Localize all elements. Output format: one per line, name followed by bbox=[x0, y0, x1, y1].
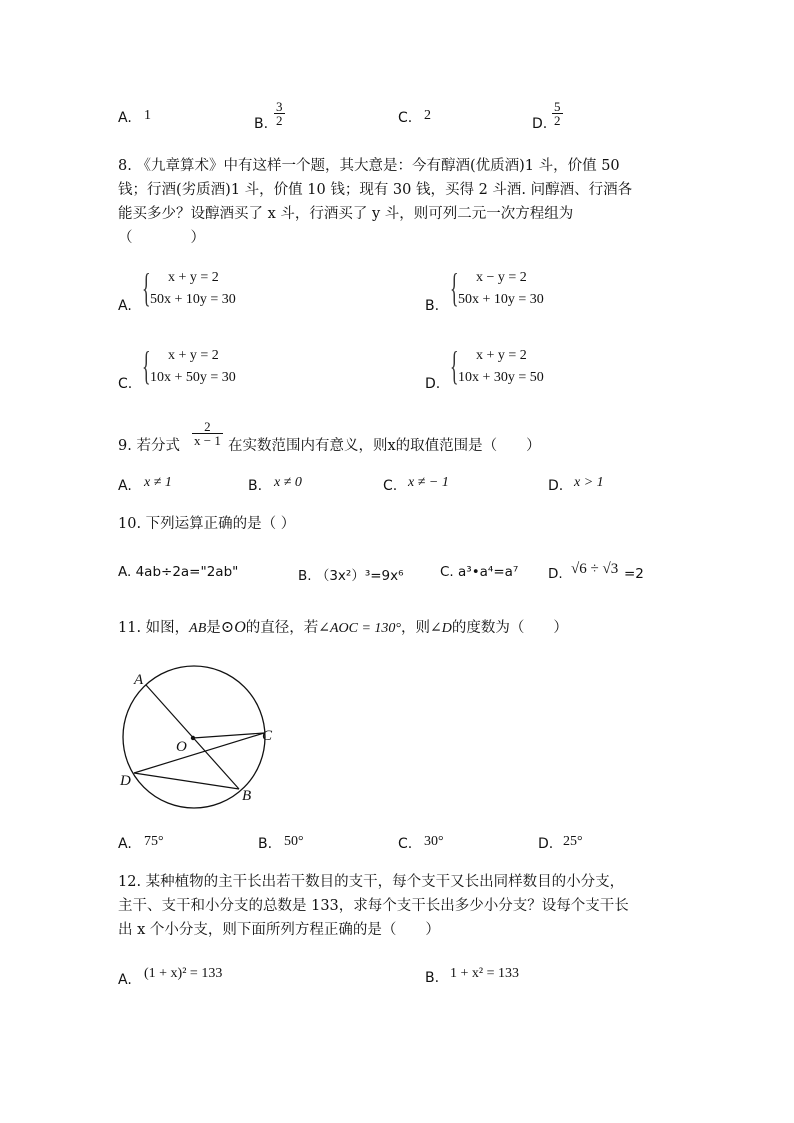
q11-segment-ab: AB bbox=[189, 621, 207, 636]
q9-stem-prefix: 9. 若分式 bbox=[118, 438, 180, 454]
q7-option-c-value: 2 bbox=[424, 108, 431, 123]
q11-stem bbox=[118, 616, 568, 641]
q10-option-d-result: =2 bbox=[624, 566, 644, 582]
q11-option-d-value: 25° bbox=[563, 834, 583, 849]
q8-option-c-label: C. bbox=[118, 376, 133, 392]
q11-label-a: A bbox=[134, 672, 144, 688]
q11-center-dot bbox=[191, 736, 195, 740]
q8-b-brace: { bbox=[450, 265, 459, 310]
q11-option-a-label: A. bbox=[118, 836, 132, 852]
q8-option-a-label: A. bbox=[118, 298, 132, 314]
q8-option-a-system bbox=[142, 265, 282, 314]
q8-option-b-system bbox=[450, 265, 590, 314]
q11-stem-suffix: 的度数为（ ） bbox=[451, 620, 568, 636]
q11-segment-db bbox=[134, 773, 239, 789]
q10-option-a: A. 4ab÷2a="2ab" bbox=[118, 564, 239, 580]
q11-option-a-value: 75° bbox=[144, 834, 164, 849]
q8-b-eq2: 50x + 10y = 30 bbox=[458, 292, 544, 307]
q11-circle-o: ⊙O bbox=[220, 619, 246, 636]
q7-b-denominator: 2 bbox=[276, 113, 283, 128]
q7-option-b-label: B. bbox=[254, 116, 269, 132]
q8-option-c-system bbox=[142, 343, 282, 392]
q10-option-d-expression: √6 ÷ √3 bbox=[571, 561, 619, 577]
q12-option-a-label: A. bbox=[118, 972, 132, 988]
q11-stem-prefix: 11. 如图， bbox=[118, 620, 190, 636]
q9-option-a-value: x ≠ 1 bbox=[144, 475, 172, 490]
q8-a-brace: { bbox=[142, 265, 151, 310]
q8-answer-paren: （ ） bbox=[118, 230, 205, 246]
q8-d-brace: { bbox=[450, 343, 459, 388]
q8-c-eq1: x + y = 2 bbox=[168, 348, 219, 363]
q9-option-a-label: A. bbox=[118, 478, 132, 494]
q7-b-numerator: 3 bbox=[276, 99, 283, 114]
q7-d-denominator: 2 bbox=[554, 113, 561, 128]
q9-option-c-label: C. bbox=[383, 478, 398, 494]
q11-stem-mid-2: 的直径，若 bbox=[245, 620, 319, 636]
q11-label-b: B bbox=[242, 788, 252, 804]
q12-option-b-value: 1 + x² = 133 bbox=[450, 966, 519, 981]
q11-option-b-value: 50° bbox=[284, 834, 304, 849]
q9-option-b-value: x ≠ 0 bbox=[274, 475, 302, 490]
q8-stem-line-2: 钱；行酒(劣质酒)1 斗，价值 10 钱；现有 30 钱，买得 2 斗酒. 问醇酒、行酒各 bbox=[118, 182, 633, 198]
q11-label-d: D bbox=[120, 773, 131, 789]
q10-option-c: C. a³•a⁴=a⁷ bbox=[440, 564, 519, 580]
q11-angle-d: ∠D bbox=[430, 621, 452, 636]
q11-label-o: O bbox=[176, 739, 187, 755]
q11-circle-figure bbox=[112, 664, 292, 814]
q9-denominator: x − 1 bbox=[194, 433, 221, 448]
q7-option-a-label: A. bbox=[118, 110, 132, 126]
q7-option-b-fraction bbox=[274, 100, 285, 127]
q12-stem-line-2: 主干、支干和小分支的总数是 133，求每个支干长出多少小分支？设每个支干长 bbox=[118, 898, 629, 914]
q7-option-a-value: 1 bbox=[144, 108, 151, 123]
q10-option-d-label: D. bbox=[548, 566, 563, 582]
q8-d-eq2: 10x + 30y = 50 bbox=[458, 370, 544, 385]
q11-option-d-label: D. bbox=[538, 836, 554, 852]
q7-option-d-label: D. bbox=[532, 116, 548, 132]
q8-c-eq2: 10x + 50y = 30 bbox=[150, 370, 236, 385]
q7-option-c-label: C. bbox=[398, 110, 413, 126]
q10-option-b: B. （3x²）³=9x⁶ bbox=[298, 568, 404, 584]
q11-option-b-label: B. bbox=[258, 836, 273, 852]
q12-option-b-label: B. bbox=[425, 970, 440, 986]
q11-option-c-label: C. bbox=[398, 836, 413, 852]
q11-label-c: C bbox=[262, 728, 273, 744]
q8-b-eq1: x − y = 2 bbox=[476, 270, 527, 285]
q8-a-eq1: x + y = 2 bbox=[168, 270, 219, 285]
q8-d-eq1: x + y = 2 bbox=[476, 348, 527, 363]
q11-segment-oc bbox=[193, 733, 264, 738]
q9-fraction bbox=[192, 420, 223, 447]
q7-option-d-fraction bbox=[552, 100, 563, 127]
q8-c-brace: { bbox=[142, 343, 151, 388]
q8-stem-line-1: 8. 《九章算术》中有这样一个题，其大意是：今有醇酒(优质酒)1 斗，价值 50 bbox=[118, 158, 620, 174]
q11-option-c-value: 30° bbox=[424, 834, 444, 849]
q11-stem-mid-3: ，则 bbox=[401, 620, 431, 636]
q12-stem-line-3: 出 x 个小分支，则下面所列方程正确的是（ ） bbox=[118, 922, 440, 938]
q9-option-d-value: x > 1 bbox=[574, 475, 604, 490]
q8-option-b-label: B. bbox=[425, 298, 440, 314]
q9-numerator: 2 bbox=[204, 419, 211, 434]
q8-option-d-label: D. bbox=[425, 376, 441, 392]
q9-stem-suffix: 在实数范围内有意义，则x的取值范围是（ ） bbox=[228, 438, 541, 454]
q11-segment-dc bbox=[134, 733, 264, 773]
q11-angle-aoc: ∠AOC = 130° bbox=[318, 621, 402, 636]
q9-option-d-label: D. bbox=[548, 478, 564, 494]
q12-stem-line-1: 12. 某种植物的主干长出若干数目的支干，每个支干又长出同样数目的小分支， bbox=[118, 874, 625, 890]
q7-d-numerator: 5 bbox=[554, 99, 561, 114]
q10-stem: 10. 下列运算正确的是（ ） bbox=[118, 516, 296, 532]
q9-option-b-label: B. bbox=[248, 478, 263, 494]
q12-option-a-value: (1 + x)² = 133 bbox=[144, 966, 223, 981]
q11-stem-mid-1: 是 bbox=[206, 620, 221, 636]
q8-a-eq2: 50x + 10y = 30 bbox=[150, 292, 236, 307]
q9-option-c-value: x ≠ − 1 bbox=[408, 475, 449, 490]
q8-option-d-system bbox=[450, 343, 590, 392]
q8-stem-line-3: 能买多少？设醇酒买了 x 斗，行酒买了 y 斗，则可列二元一次方程组为 bbox=[118, 206, 574, 222]
